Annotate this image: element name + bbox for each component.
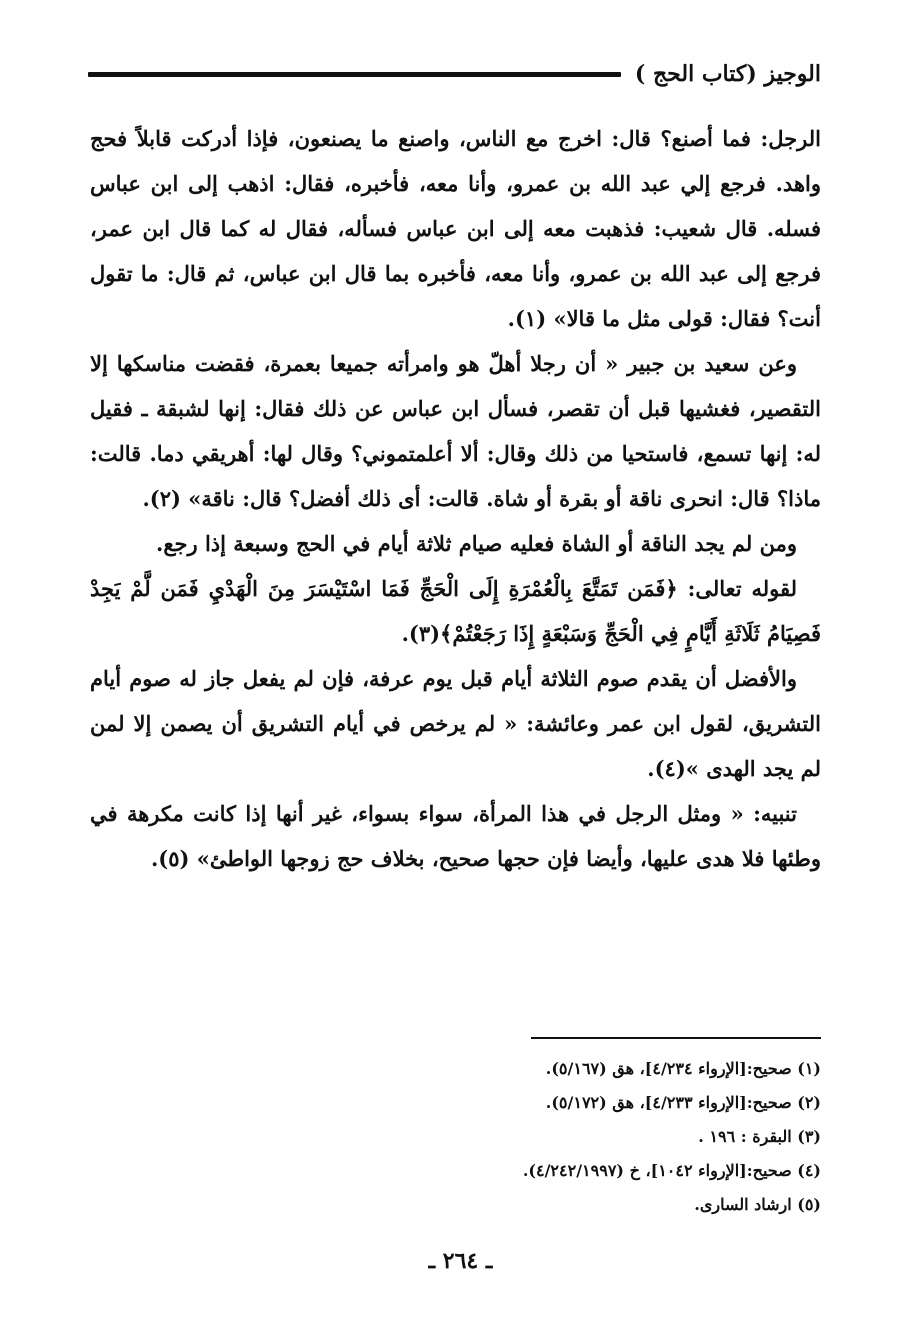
running-header [88,58,821,90]
footnote: (٢) صحيح:[الإرواء ٤/٢٣٣]، هق (٥/١٧٢). [545,1093,821,1112]
footnote: (٣) البقرة : ١٩٦ . [698,1127,821,1146]
paragraph: ومن لم يجد الناقة أو الشاة فعليه صيام ثلاثة أيام في الحج وسبعة إذا رجع. [156,531,797,556]
header-title: الوجيز (كتاب الحج ) [634,61,821,87]
quran-verse-paragraph: لقوله تعالى: ﴿فَمَن تَمَتَّعَ بِالْعُمْرَةِ إِلَى الْحَجِّ فَمَا اسْتَيْسَرَ مِنَ الْهَدْيِ فَمَن لَّمْ يَجِدْ فَصِيَامُ ثَلَاثَةِ أَيَّامٍ فِي الْحَجِّ وَسَبْعَةٍ إِذَا رَجَعْتُمْ﴾(٣). [90,576,821,646]
paragraph: والأفضل أن يقدم صوم الثلاثة أيام قبل يوم عرفة، فإن لم يفعل جاز له صوم أيام التشريق، لقول ابن عمر وعائشة: « لم يرخص في أيام التشريق أن يصمن إلا لمن لم يجد الهدى »(٤). [90,666,821,781]
footnote: (٤) صحيح:[الإرواء ١٠٤٢]، خ (٤/٢٤٢/١٩٩٧). [522,1161,821,1180]
footnote: (١) صحيح:[الإرواء ٤/٢٣٤]، هق (٥/١٦٧). [545,1059,821,1078]
footnote-separator [531,1037,821,1039]
footnotes [200,1052,821,1222]
note-paragraph: تنبيه: « ومثل الرجل في هذا المرأة، سواء بسواء، غير أنها إذا كانت مكرهة في وطئها فلا هدى عليها، وأيضا فإن حجها صحيح، بخلاف حج زوجها الواطئ» (٥). [90,801,821,871]
main-text [90,116,821,881]
footnote: (٥) ارشاد السارى. [694,1195,821,1214]
paragraph: الرجل: فما أصنع؟ قال: اخرج مع الناس، واصنع ما يصنعون، فإذا أدركت قابلاً فحج واهد. فرجع إلي عبد الله بن عمرو، وأنا معه، فأخبره، فقال: اذهب إلى ابن عباس فسله. قال شعيب: فذهبت معه إلى ابن عباس فسأله، فقال له كما قال ابن عمر، فرجع إلى عبد الله بن عمرو، وأنا معه، فأخبره بما قال ابن عباس، ثم قال: ما تقول أنت؟ فقال: قولى مثل ما قالا» (١). [90,126,822,331]
page-number: ـ ٢٦٤ ـ [428,1248,493,1274]
header-rule [88,72,621,77]
paragraph: وعن سعيد بن جبير « أن رجلا أهلّ هو وامرأته جميعا بعمرة، فقضت مناسكها إلا التقصير، فغشيها قبل أن تقصر، فسأل ابن عباس عن ذلك فقال: إنها لشبقة ـ فقيل له: إنها تسمع، فاستحيا من ذلك وقال: ألا أعلمتموني؟ وقال لها: أهريقي دما. قالت: ماذا؟ قال: انحرى ناقة أو بقرة أو شاة. قالت: أى ذلك أفضل؟ قال: ناقة» (٢). [90,351,821,511]
